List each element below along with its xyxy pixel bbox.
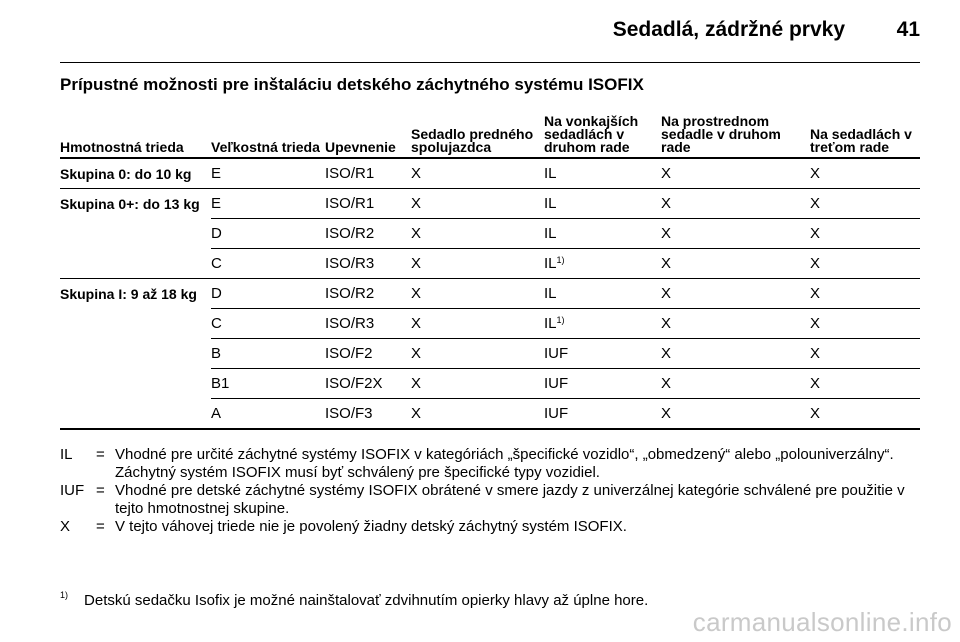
legend-item: [60, 518, 920, 536]
cell-middle-second-row: [661, 158, 810, 189]
cell-fixture-text: ISO/R3: [325, 255, 375, 272]
cell-weight-group-text: Skupina 0+: do 13 kg: [60, 195, 200, 212]
cell-middle-second-row-text: X: [661, 165, 672, 182]
cell-fixture-text: ISO/R1: [325, 195, 375, 212]
cell-outer-second-row: [544, 219, 661, 249]
cell-middle-second-row-text: X: [661, 375, 672, 392]
cell-size-class: [211, 279, 325, 309]
cell-outer-second-row: [544, 189, 661, 219]
cell-weight-group: [60, 399, 211, 430]
cell-middle-second-row-text: X: [661, 345, 672, 362]
cell-outer-second-row-text: IL: [544, 225, 557, 242]
cell-outer-second-row-text: IL: [544, 195, 557, 212]
cell-fixture-text: ISO/F2X: [325, 375, 383, 392]
cell-front-seat: [411, 369, 544, 399]
cell-size-class-text: A: [211, 405, 222, 422]
cell-outer-second-row-text: IUF: [544, 345, 569, 362]
cell-front-seat-text: X: [411, 285, 422, 302]
cell-outer-second-row-text: IL: [544, 165, 557, 182]
cell-middle-second-row-text: X: [661, 195, 672, 212]
cell-outer-second-row: [544, 339, 661, 369]
cell-weight-group-text: Skupina 0: do 10 kg: [60, 165, 192, 182]
table-row: [60, 279, 920, 309]
cell-outer-second-row: [544, 158, 661, 189]
cell-size-class-text: D: [211, 225, 222, 242]
cell-front-seat: [411, 279, 544, 309]
table-row: [60, 249, 920, 279]
table-row: [60, 369, 920, 399]
cell-third-row-text: X: [810, 405, 821, 422]
cell-third-row-text: X: [810, 255, 821, 272]
legend-abbr: IUF: [60, 482, 85, 499]
cell-fixture-text: ISO/R2: [325, 225, 375, 242]
cell-third-row-text: X: [810, 285, 821, 302]
cell-third-row: [810, 309, 920, 339]
cell-middle-second-row: [661, 369, 810, 399]
legend-text: Vhodné pre určité záchytné systémy ISOFIX v kategóriách „špecifické vozidlo“, „obmedzený“ alebo „polouniverzálny“. Záchytný systém ISOFIX musí byť schválený pre špecifické typy vozidiel.: [115, 446, 894, 481]
cell-third-row-text: X: [810, 195, 821, 212]
table-row: [60, 309, 920, 339]
cell-fixture-text: ISO/R1: [325, 165, 375, 182]
table-header-row: [60, 104, 920, 158]
legend: [60, 446, 920, 536]
legend-abbr: X: [60, 518, 71, 535]
cell-front-seat-text: X: [411, 255, 422, 272]
cell-outer-second-row-text: IL: [544, 285, 557, 302]
header-middle-second-row: Na prostrednom sedadle v druhom rade: [661, 104, 810, 158]
cell-size-class-text: C: [211, 315, 222, 332]
legend-item: [60, 482, 920, 518]
cell-front-seat-text: X: [411, 375, 422, 392]
cell-middle-second-row: [661, 339, 810, 369]
cell-outer-second-row-text: IL: [544, 255, 557, 272]
legend-equals: =: [96, 518, 105, 535]
cell-front-seat-text: X: [411, 405, 422, 422]
header-third-row: Na sedadlách v treťom rade: [810, 104, 920, 158]
cell-fixture-text: ISO/F2: [325, 345, 373, 362]
cell-front-seat-text: X: [411, 315, 422, 332]
legend-text: Vhodné pre detské záchytné systémy ISOFIX obrátené v smere jazdy z univerzálnej kategórie schválené pre použitie v tejto hmotnostnej skupine.: [115, 482, 905, 517]
cell-middle-second-row: [661, 189, 810, 219]
cell-front-seat: [411, 339, 544, 369]
cell-size-class: [211, 399, 325, 430]
header-outer-second-row: Na vonkajších sedadlách v druhom rade: [544, 104, 661, 158]
cell-third-row: [810, 399, 920, 430]
legend-text: V tejto váhovej triede nie je povolený žiadny detský záchytný systém ISOFIX.: [115, 518, 627, 535]
legend-item: [60, 446, 920, 482]
table-row: [60, 158, 920, 189]
cell-size-class: [211, 219, 325, 249]
table-row: [60, 189, 920, 219]
cell-middle-second-row-text: X: [661, 405, 672, 422]
cell-middle-second-row: [661, 399, 810, 430]
cell-size-class: [211, 369, 325, 399]
cell-fixture: [325, 399, 411, 430]
cell-fixture: [325, 279, 411, 309]
cell-middle-second-row: [661, 249, 810, 279]
cell-size-class-text: B: [211, 345, 222, 362]
cell-fixture: [325, 219, 411, 249]
cell-weight-group: [60, 339, 211, 369]
cell-front-seat-text: X: [411, 345, 422, 362]
cell-size-class: [211, 249, 325, 279]
cell-fixture: [325, 369, 411, 399]
cell-outer-second-row: [544, 249, 661, 279]
cell-size-class: [211, 158, 325, 189]
cell-weight-group-text: Skupina I: 9 až 18 kg: [60, 285, 197, 302]
cell-size-class-text: B1: [211, 375, 230, 392]
cell-size-class-text: D: [211, 285, 222, 302]
cell-fixture-text: ISO/R2: [325, 285, 375, 302]
cell-weight-group: [60, 369, 211, 399]
cell-size-class: [211, 309, 325, 339]
cell-front-seat-text: X: [411, 195, 422, 212]
cell-size-class-text: E: [211, 195, 222, 212]
cell-size-class: [211, 189, 325, 219]
cell-middle-second-row: [661, 279, 810, 309]
cell-third-row-text: X: [810, 375, 821, 392]
cell-front-seat-text: X: [411, 165, 422, 182]
cell-middle-second-row-text: X: [661, 225, 672, 242]
cell-front-seat: [411, 399, 544, 430]
cell-weight-group: [60, 158, 211, 189]
cell-third-row: [810, 279, 920, 309]
table-row: [60, 219, 920, 249]
header-fixture: Upevnenie: [325, 104, 411, 158]
cell-third-row: [810, 249, 920, 279]
cell-middle-second-row-text: X: [661, 255, 672, 272]
cell-front-seat: [411, 249, 544, 279]
cell-middle-second-row: [661, 309, 810, 339]
table-row: [60, 399, 920, 430]
isofix-table: [60, 104, 920, 430]
cell-outer-second-row-text: IUF: [544, 375, 569, 392]
footnote-ref: 1): [556, 255, 565, 265]
cell-middle-second-row: [661, 219, 810, 249]
footnote-text: Detskú sedačku Isofix je možné nainštalovať zdvihnutím opierky hlavy až úplne hore.: [84, 592, 649, 609]
cell-third-row: [810, 219, 920, 249]
cell-weight-group: [60, 279, 211, 309]
legend-equals: =: [96, 446, 105, 463]
watermark: carmanualsonline.info: [692, 607, 952, 637]
cell-third-row-text: X: [810, 225, 821, 242]
page-title: Sedadlá, zádržné prvky: [612, 18, 845, 41]
legend-abbr: IL: [60, 446, 73, 463]
footnote: [60, 590, 648, 609]
cell-outer-second-row: [544, 399, 661, 430]
cell-size-class-text: E: [211, 165, 222, 182]
header-weight-class: Hmotnostná trieda: [60, 104, 211, 158]
cell-third-row-text: X: [810, 165, 821, 182]
legend-equals: =: [96, 482, 105, 499]
cell-fixture: [325, 249, 411, 279]
cell-third-row: [810, 369, 920, 399]
cell-weight-group: [60, 249, 211, 279]
cell-weight-group: [60, 309, 211, 339]
cell-front-seat: [411, 219, 544, 249]
cell-third-row-text: X: [810, 315, 821, 332]
header-size-class: Veľkostná trieda: [211, 104, 325, 158]
section-title: Prípustné možnosti pre inštaláciu detského záchytného systému ISOFIX: [60, 75, 644, 94]
footnote-mark: 1): [60, 590, 69, 600]
cell-third-row: [810, 339, 920, 369]
cell-outer-second-row: [544, 369, 661, 399]
cell-outer-second-row-text: IUF: [544, 405, 569, 422]
cell-fixture-text: ISO/F3: [325, 405, 373, 422]
page-number: 41: [896, 18, 920, 41]
cell-middle-second-row-text: X: [661, 285, 672, 302]
cell-weight-group: [60, 189, 211, 219]
cell-outer-second-row: [544, 279, 661, 309]
cell-fixture: [325, 339, 411, 369]
cell-middle-second-row-text: X: [661, 315, 672, 332]
cell-weight-group: [60, 219, 211, 249]
cell-third-row-text: X: [810, 345, 821, 362]
cell-outer-second-row-text: IL: [544, 315, 557, 332]
cell-fixture: [325, 309, 411, 339]
cell-fixture: [325, 158, 411, 189]
cell-third-row: [810, 158, 920, 189]
cell-fixture-text: ISO/R3: [325, 315, 375, 332]
cell-size-class: [211, 339, 325, 369]
cell-third-row: [810, 189, 920, 219]
cell-size-class-text: C: [211, 255, 222, 272]
cell-front-seat: [411, 158, 544, 189]
footnote-ref: 1): [556, 315, 565, 325]
page-header: [60, 0, 920, 63]
cell-fixture: [325, 189, 411, 219]
header-front-seat: Sedadlo predného spolujazdca: [411, 104, 544, 158]
cell-front-seat-text: X: [411, 225, 422, 242]
cell-front-seat: [411, 189, 544, 219]
cell-front-seat: [411, 309, 544, 339]
table-row: [60, 339, 920, 369]
cell-outer-second-row: [544, 309, 661, 339]
